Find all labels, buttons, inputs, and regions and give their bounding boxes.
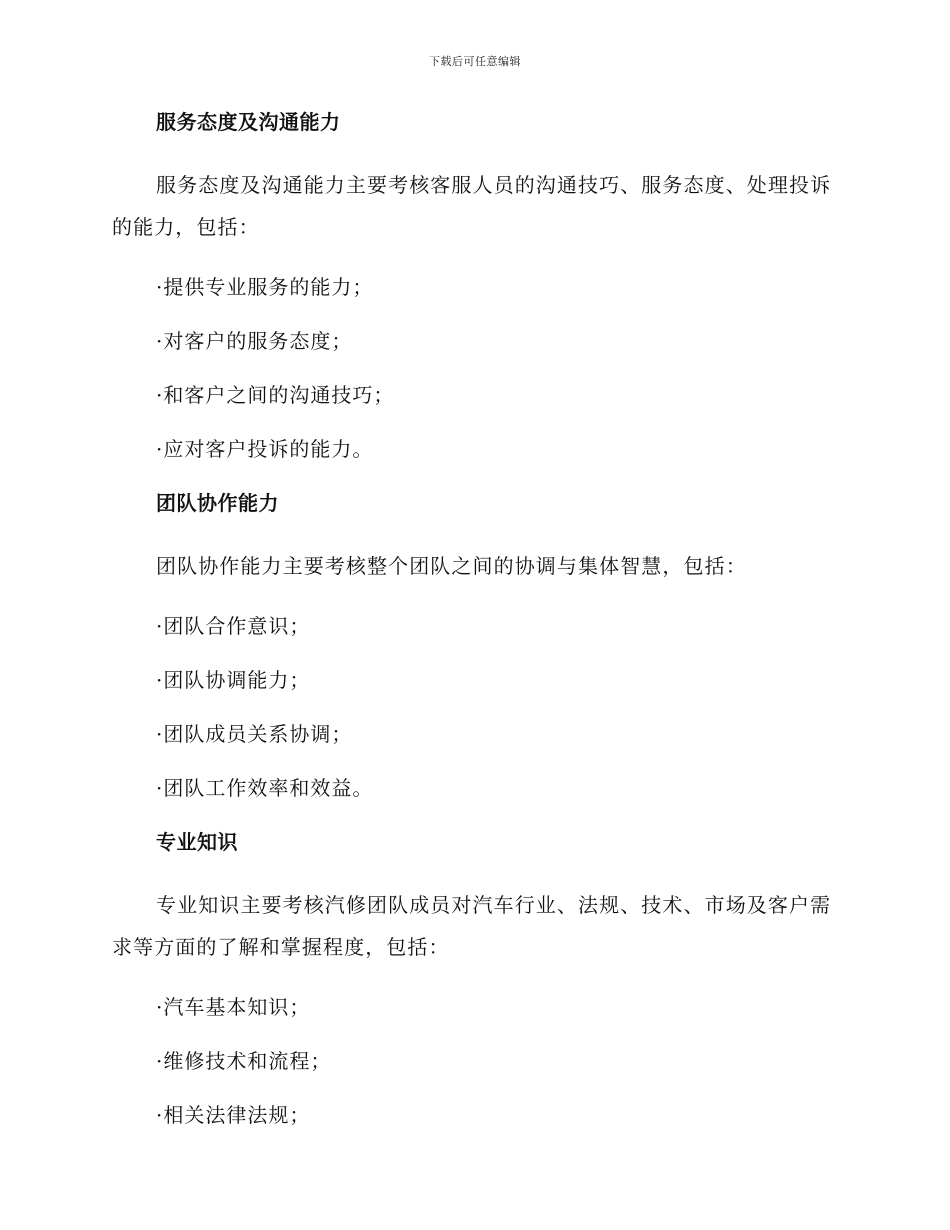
list-item: ·维修技术和流程； (156, 1049, 332, 1073)
list-item: ·提供专业服务的能力； (156, 275, 374, 299)
section-service-communication (112, 106, 832, 465)
bullet-list (112, 991, 832, 1131)
list-item: ·应对客户投诉的能力。 (156, 437, 374, 461)
bullet-list (112, 271, 832, 465)
list-item: ·团队合作意识； (156, 614, 311, 638)
section-title: 专业知识 (156, 830, 238, 854)
header-note: 下载后可任意编辑 (429, 55, 521, 68)
list-item: ·和客户之间的沟通技巧； (156, 383, 395, 407)
list-item: ·团队协调能力； (156, 668, 311, 692)
list-item: ·对客户的服务态度； (156, 329, 353, 353)
list-item: ·团队成员关系协调； (156, 722, 353, 746)
list-item: ·团队工作效率和效益。 (156, 776, 374, 800)
list-item: ·相关法律法规； (156, 1103, 311, 1127)
bullet-list (112, 610, 832, 804)
section-body: 团队协作能力主要考核整个团队之间的协调与集体智慧，包括： (156, 554, 747, 578)
section-title: 服务态度及沟通能力 (156, 110, 341, 134)
list-item: ·汽车基本知识； (156, 995, 311, 1019)
section-body: 专业知识主要考核汽修团队成员对汽车行业、法规、技术、市场及客户需求等方面的了解和掌握程度，包括： (112, 893, 832, 959)
section-professional-knowledge (112, 826, 832, 1131)
section-body: 服务态度及沟通能力主要考核客服人员的沟通技巧、服务态度、处理投诉的能力，包括： (112, 173, 832, 239)
section-title: 团队协作能力 (156, 491, 279, 515)
section-team-collaboration (112, 487, 832, 804)
document-content (112, 106, 832, 1153)
